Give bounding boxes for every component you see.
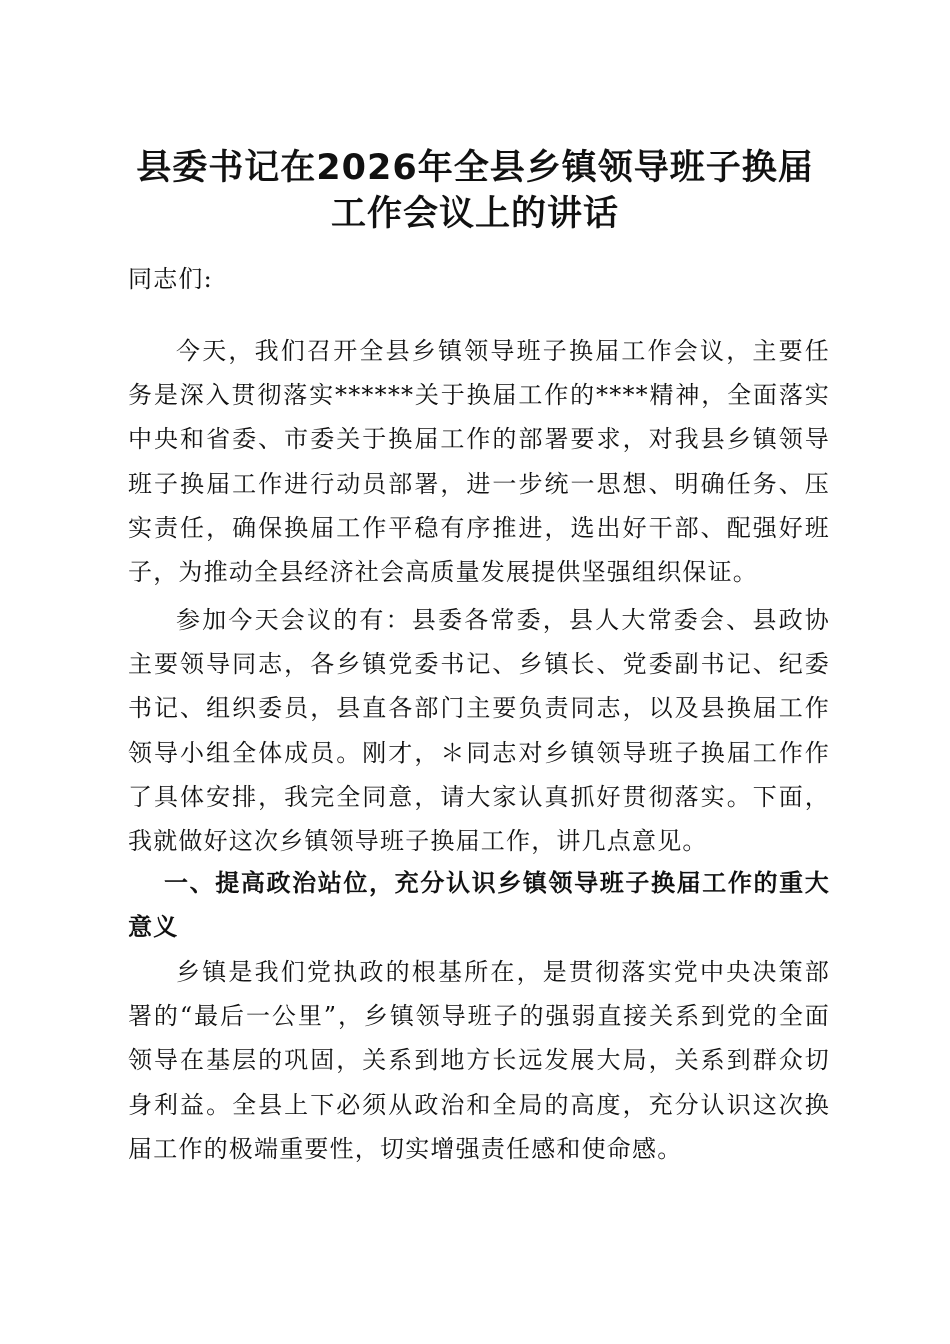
salutation: 同志们:	[128, 265, 213, 293]
paragraph-opening: 今天，我们召开全县乡镇领导班子换届工作会议，主要任务是深入贯彻落实******关于换届工作的****精神，全面落实中央和省委、市委关于换届工作的部署要求，对我县乡镇领导班子换届工作进行动员部署，进一步统一思想、明确任务、压实责任，确保换届工作平稳有序推进，选出好干部、配强好班子，为推动全县经济社会高质量发展提供坚强组织保证。	[128, 337, 830, 587]
section-heading-1: 一、提高政治站位，充分认识乡镇领导班子换届工作的重大意义	[128, 869, 830, 942]
document-title-line-1: 县委书记在2026年全县乡镇领导班子换届	[136, 148, 814, 188]
paragraph-attendees: 参加今天会议的有：县委各常委，县人大常委会、县政协主要领导同志，各乡镇党委书记、乡镇长、党委副书记、纪委书记、组织委员，县直各部门主要负责同志，以及县换届工作领导小组全体成员。刚才，＊同志对乡镇领导班子换届工作作了具体安排，我完全同意，请大家认真抓好贯彻落实。下面，我就做好这次乡镇领导班子换届工作，讲几点意见。	[128, 606, 830, 856]
document-title-line-2: 工作会议上的讲话	[330, 194, 619, 234]
paragraph-section-1: 乡镇是我们党执政的根基所在，是贯彻落实党中央决策部署的“最后一公里”，乡镇领导班子的强弱直接关系到党的全面领导在基层的巩固，关系到地方长远发展大局，关系到群众切身利益。全县上下必须从政治和全局的高度，充分认识这次换届工作的极端重要性，切实增强责任感和使命感。	[128, 958, 830, 1163]
